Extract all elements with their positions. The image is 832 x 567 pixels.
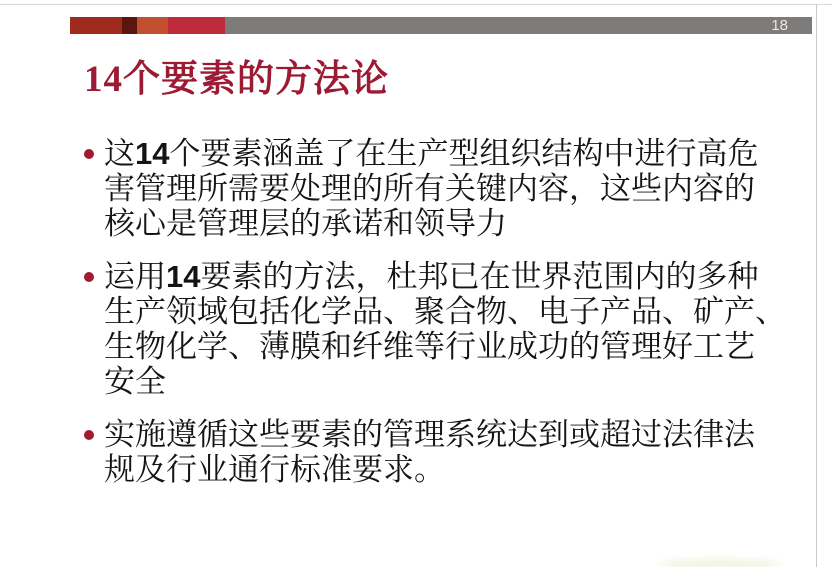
bullet-dot-icon: [84, 149, 94, 159]
bullet-text-line: 运用14要素的方法，杜邦已在世界范围内的多种: [104, 259, 759, 294]
bullet-text-line: 规及行业通行标准要求。: [104, 452, 445, 487]
bullet-text: [104, 259, 786, 399]
bullet-text-line: 这14个要素涵盖了在生产型组织结构中进行高危: [104, 136, 759, 171]
bar-segment-gray: [225, 17, 812, 34]
top-border-line: [0, 4, 832, 5]
bar-segment-orange: [137, 17, 168, 34]
bullet-text-line: 实施遵循这些要素的管理系统达到或超过法律法: [104, 417, 755, 452]
bullet-item: [84, 136, 784, 241]
header-color-bar: [70, 17, 812, 34]
bullet-text-line: 安全: [104, 364, 166, 399]
bullet-item: [84, 259, 784, 399]
bullet-text-line: 生物化学、薄膜和纤维等行业成功的管理好工艺: [104, 329, 755, 364]
bullet-text-line: 核心是管理层的承诺和领导力: [104, 206, 507, 241]
bullet-text: [104, 136, 758, 241]
bullet-text-line: 生产领域包括化学品、聚合物、电子产品、矿产、: [104, 294, 786, 329]
bullet-dot-icon: [84, 272, 94, 282]
right-border-line: [816, 4, 817, 567]
bar-segment-crimson: [168, 17, 225, 34]
bar-segment-brick: [70, 17, 122, 34]
partial-logo-artifact: [660, 558, 780, 567]
bullet-dot-icon: [84, 430, 94, 440]
bar-segment-dark-maroon: [122, 17, 137, 34]
bullet-item: [84, 417, 784, 487]
slide-title: 14个要素的方法论: [84, 59, 389, 100]
page-number: 18: [771, 17, 788, 34]
bullet-text: [104, 417, 755, 487]
bullet-text-line: 害管理所需要处理的所有关键内容，这些内容的: [104, 171, 755, 206]
bullet-list: [84, 136, 784, 505]
